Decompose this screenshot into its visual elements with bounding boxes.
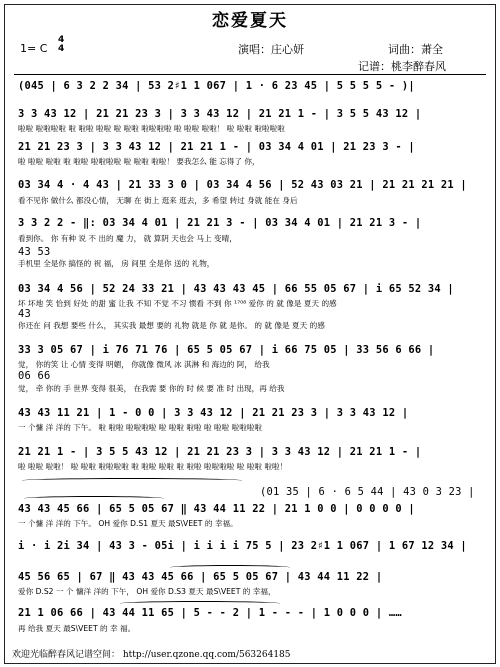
score-line-10: 43 43 45 66 | 65 5 05 67 ‖ 43 44 11 22 | 21 1 0 0 | 0 0 0 0 | xyxy=(18,503,415,515)
score-line-9: 21 21 1 - | 3 5 5 43 12 | 21 21 23 3 | 3 3 43 12 | 21 21 1 - | xyxy=(18,446,422,458)
intro-rule xyxy=(14,74,486,75)
ending-slur xyxy=(120,601,280,606)
lyric-line-9: 啦 啦啦 啦啦！ 啦 啦啦 啦啦啦啦 啦 啦啦 啦啦 啦 啦啦 啦啦啦啦 啦 啦啦 啦啦！ xyxy=(18,462,288,471)
score-line-intro: (045 | 6 3 2 2 34 | 53 2♯1 1 067 | 1 · 6 23 45 | 5 5 5 5 - )| xyxy=(18,80,415,92)
score-line-11: i · i 2i 34 | 43 3 - 05i | i i i i 75 5 | 23 2♯1 1 067 | 1 67 12 34 | xyxy=(18,540,467,552)
score-line-7-alt-notes: 06 66 xyxy=(18,370,51,382)
lyric-line-8: 一 个慵 洋 洋的 下午。 啦 啦啦 啦啦啦啦 啦 啦啦 啦啦 啦 啦啦 啦啦啦啦 xyxy=(18,423,263,432)
lyric-line-3: 啦 啦啦 啦啦 啦 啦啦 啦啦啦啦 啦 啦啦 啦啦！ 要我怎么 能 忘得了 你， xyxy=(18,157,260,166)
lyric-line-7-alt: 觉， 牵 你的 手 世界 变得 很美， 在我需 要 你的 时 候 要 准 时 出现，再 给我 xyxy=(18,384,285,393)
lyric-line-4: 看不见你 做什么 都没心情， 无聊 在 街上 逛来 逛去，多 希望 转过 身就 能在 身后 xyxy=(18,196,298,205)
score-line-7: 33 3 05 67 | i 76 71 76 | 65 5 05 67 | i 66 75 05 | 33 56 6 66 | xyxy=(18,344,435,356)
score-line-4: 03 34 4 · 4 43 | 21 33 3 0 | 03 34 4 56 | 52 43 03 21 | 21 21 21 21 | xyxy=(18,179,467,191)
key-signature: 1= C xyxy=(20,42,48,55)
score-line-6: 03 34 4 56 | 52 24 33 21 | 43 43 43 45 | 66 55 05 67 | i 65 52 34 | xyxy=(18,283,454,295)
time-signature-top: 4 xyxy=(58,35,65,45)
song-title: 恋爱夏天 xyxy=(212,11,288,31)
time-signature-bottom: 4 xyxy=(58,44,65,54)
score-line-12: 45 56 65 | 67 ‖ 43 43 45 66 | 65 5 05 67 | 43 44 11 22 | xyxy=(18,571,383,583)
score-line-6-alt-notes: 43 xyxy=(18,308,32,320)
lyric-line-5: 看到你。 你 有种 说 不 出的 魔 力， 就 算阴 天也会 马上 变晴， xyxy=(18,234,237,243)
score-line-13: 21 1 06 66 | 43 44 11 65 | 5 - - 2 | 1 - - - | 1 0 0 0 | …… xyxy=(18,607,402,619)
score-line-10-interlude: (01 35 | 6 · 6 5 44 | 43 0 3 23 | xyxy=(260,486,475,498)
lyric-line-12: 爱你 D.S2 一 个 慵洋 洋的 下午， OH 爱你 D.S3 夏天 最S\VEET 的 幸福， xyxy=(18,587,276,596)
lyric-line-2: 啦啦 啦啦啦啦 啦 啦啦 啦啦 啦 啦啦 啦啦啦啦 啦 啦啦 啦啦！ 啦 啦啦 啦啦啦啦 xyxy=(18,124,285,133)
lyric-line-6-alt: 你还在 问 我想 要些 什么， 其实我 最想 要的 礼物 就是 你 就 是你。 的 就 像是 夏天 的感 xyxy=(18,321,325,330)
score-line-3: 21 21 23 3 | 3 3 43 12 | 21 21 1 - | 03 34 4 01 | 21 23 3 - | xyxy=(18,141,415,153)
repeat-slur-2 xyxy=(24,496,164,501)
lyric-line-6: 坏 坏地 笑 恰到 好处 的甜 蜜 让我 不知 不觉 不习 惯看 不到 你 ¹⁷⁰⁸ 爱你 的 就 像是 夏天 的感 xyxy=(18,299,337,308)
singer-credit: 演唱：庄心妍 xyxy=(238,43,304,56)
score-line-2: 3 3 43 12 | 21 21 23 3 | 3 3 43 12 | 21 21 1 - | 3 5 5 43 12 | xyxy=(18,108,422,120)
lyric-line-10: 一 个慵 洋 洋的 下午。 OH 爱你 D.S1 夏天 最S\VEET 的 幸福。 xyxy=(18,519,238,528)
lyric-line-5-alt: 手机里 全是你 搞怪的 祝 福， 房 间里 全是你 送的 礼物， xyxy=(18,259,215,268)
time-signature xyxy=(58,36,64,54)
repeat-slur-3 xyxy=(170,565,290,570)
notator-credit: 记谱：桃李醉春风 xyxy=(358,60,446,73)
score-line-8: 43 43 11 21 | 1 - 0 0 | 3 3 43 12 | 21 21 23 3 | 3 3 43 12 | xyxy=(18,407,409,419)
lyric-line-7: 觉， 你的笑 让 心情 变得 明媚， 你就像 微风 冰 淇淋 和 海边的 阿， 给我 xyxy=(18,360,270,369)
composer-credit: 词曲：萧全 xyxy=(388,43,443,56)
score-line-5: 3 3 2 2 - ‖: 03 34 4 01 | 21 21 3 - | 03 34 4 01 | 21 21 3 - | xyxy=(18,217,422,229)
footer-credit: 欢迎光临醉春风记谱空间： http://user.qzone.qq.com/563264185 xyxy=(12,650,291,660)
score-line-5-alt-notes: 43 53 xyxy=(18,246,51,258)
repeat-slur-1 xyxy=(22,478,242,483)
lyric-line-13: 再 给我 夏天 最S\VEET 的 幸 福。 xyxy=(18,624,136,633)
